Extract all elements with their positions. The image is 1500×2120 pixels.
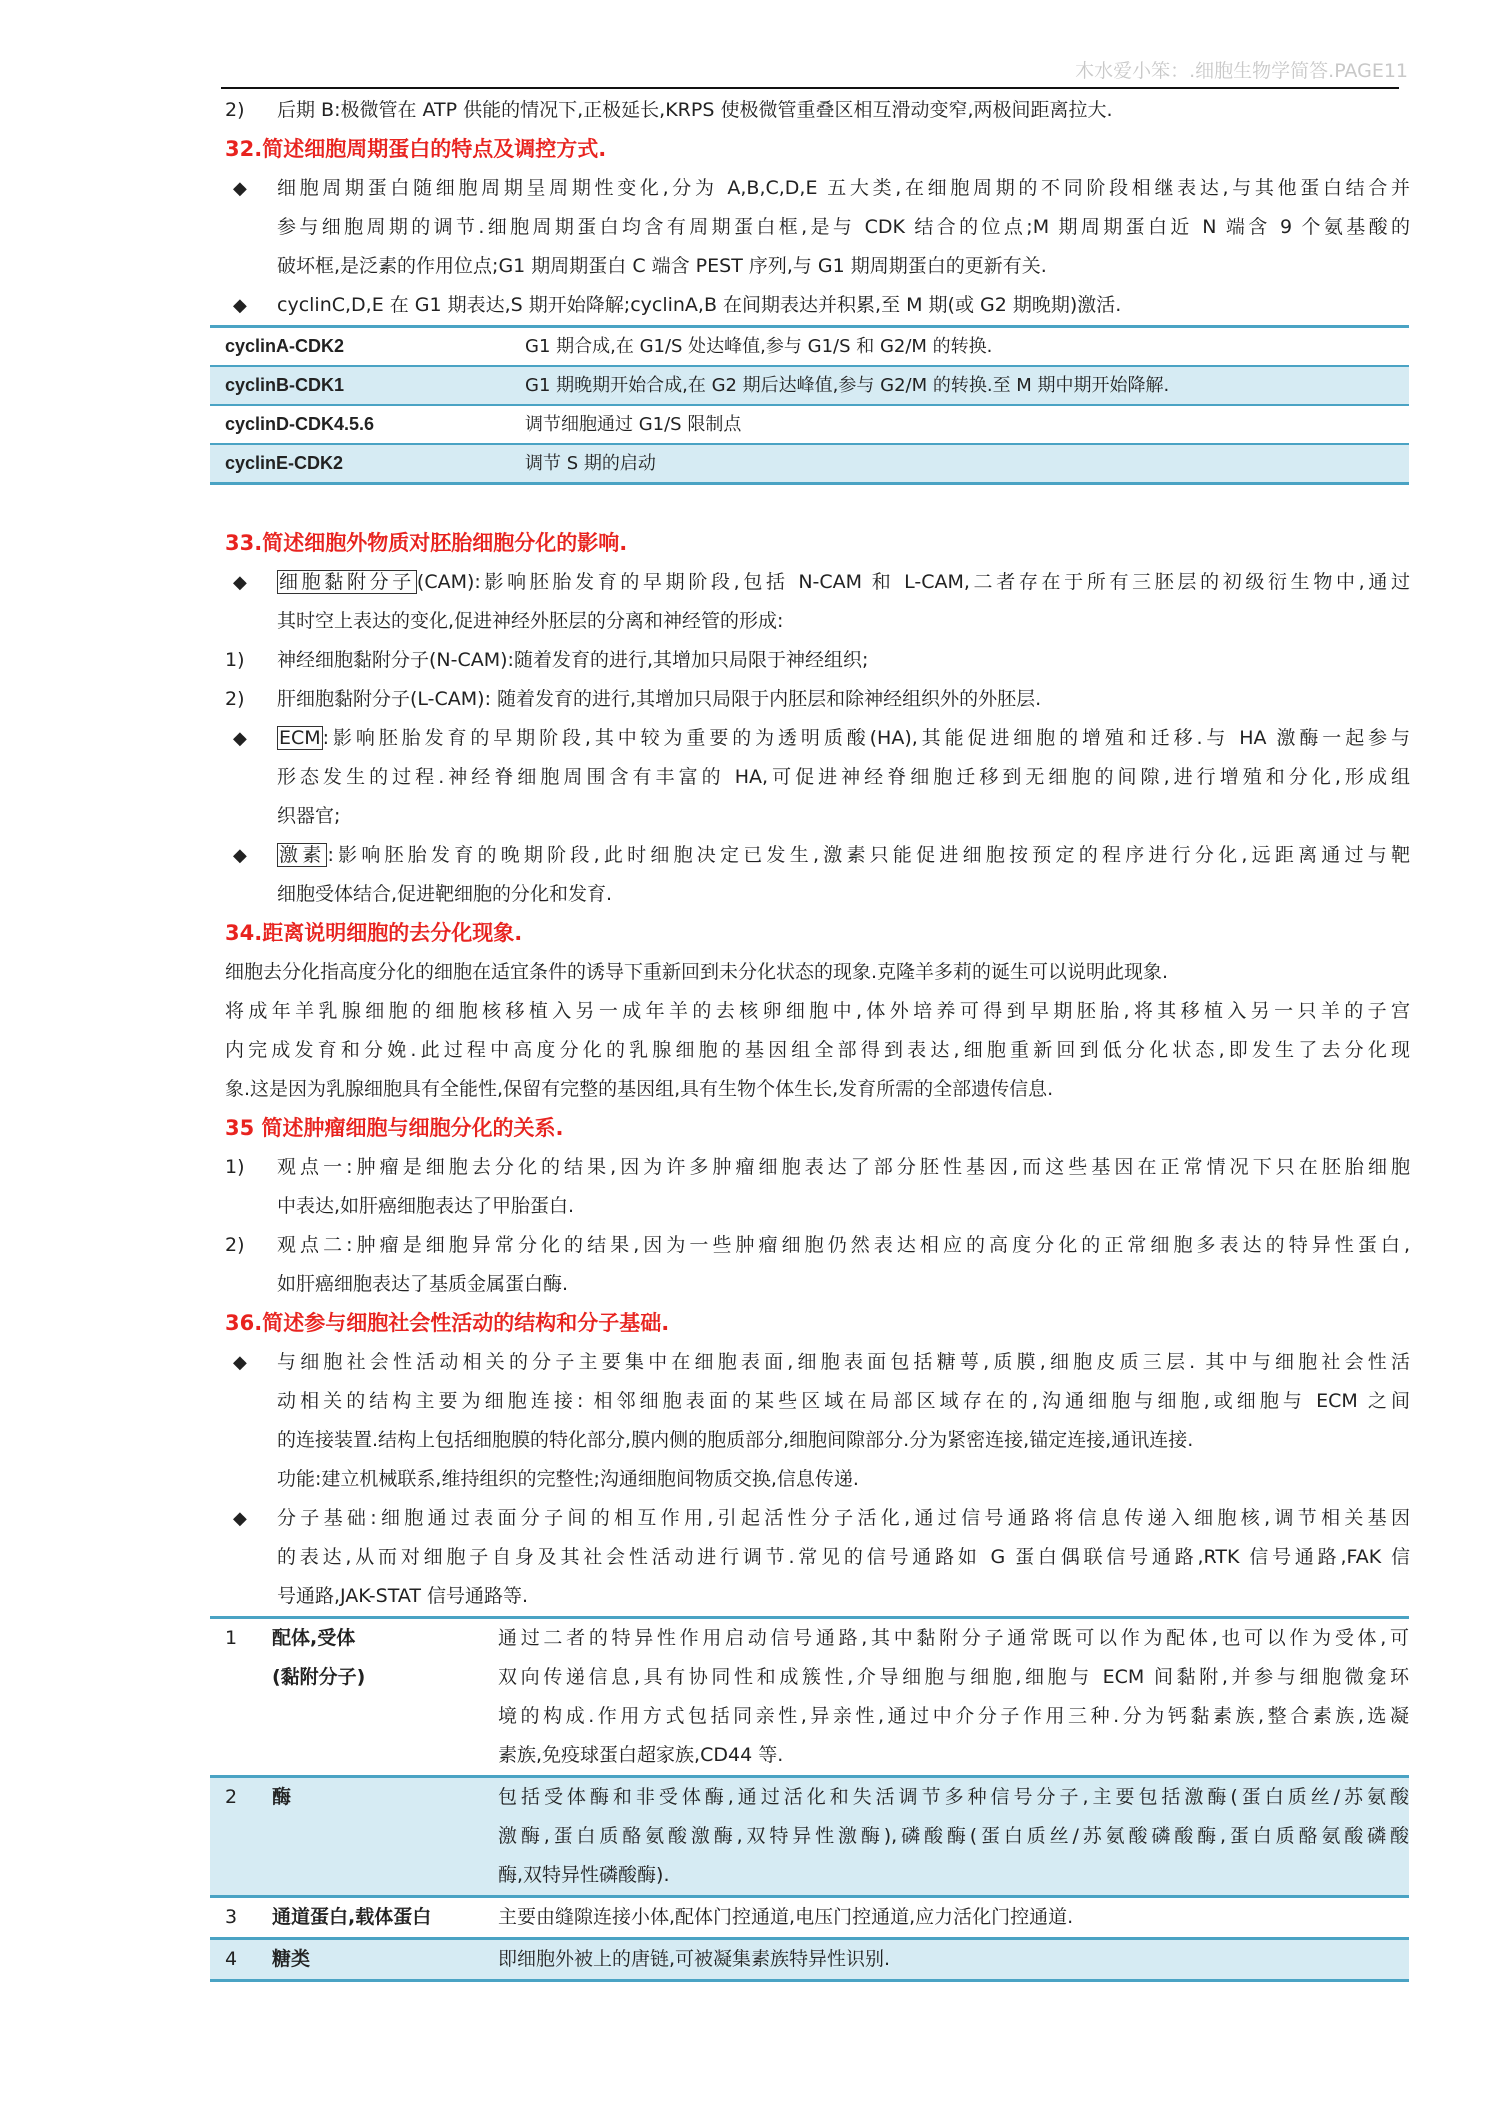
section-title-34: 34.距离说明细胞的去分化现象. [225, 921, 523, 945]
line-text: :影响胚胎发育的晚期阶段,此时细胞决定已发生,激素只能促进细胞按预定的程序进行分化,远距离通过与靶 [327, 844, 1410, 866]
table-row [210, 405, 1409, 444]
table-row [210, 1618, 1409, 1777]
line-text: 功能:建立机械联系,维持组织的完整性;沟通细胞间物质交换,信息传递. [277, 1468, 859, 1490]
line-text: 中表达,如肝癌细胞表达了甲胎蛋白. [277, 1195, 575, 1217]
bullet-line [233, 286, 1410, 325]
diamond-bullet-icon: ◆ [233, 845, 247, 866]
table-row [210, 444, 1409, 484]
table-key: 酶 [272, 1777, 498, 1897]
line-text: 细胞周期蛋白随细胞周期呈周期性变化,分为 A,B,C,D,E 五大类,在细胞周期的不同阶段相继表达,与其他蛋白结合并 [277, 177, 1410, 199]
boxed-term: 激素 [279, 844, 326, 866]
paragraph-line: 将成年羊乳腺细胞的细胞核移植入另一成年羊的去核卵细胞中,体外培养可得到早期胚胎,将其移植入另一只羊的子宫 [225, 1000, 1410, 1022]
value-line: 双向传递信息,具有协同性和成簇性,介导细胞与细胞,细胞与 ECM 间黏附,并参与细胞微龛环 [498, 1666, 1409, 1688]
page-header: 木水爱小笨：.细胞生物学简答.PAGE11 [1075, 60, 1408, 82]
section-title-35: 35 简述肿瘤细胞与细胞分化的关系. [225, 1116, 564, 1140]
document-body [225, 91, 1410, 1982]
diamond-bullet-icon: ◆ [233, 178, 247, 199]
numbered-item [225, 1226, 1410, 1265]
table-value [498, 1939, 1409, 1981]
cyclin-table [210, 325, 1409, 485]
table-key: 糖类 [272, 1939, 498, 1981]
boxed-term: 细胞黏附分子 [279, 571, 415, 593]
bullet-line [233, 1499, 1410, 1538]
table-value: 调节 S 期的启动 [525, 444, 1409, 484]
value-line: 境的构成.作用方式包括同亲性,异亲性,通过中介分子作用三种.分为钙黏素族,整合素族,选凝 [498, 1705, 1409, 1727]
line-text: 织器官; [277, 805, 341, 827]
section-title-32: 32.简述细胞周期蛋白的特点及调控方式. [225, 137, 607, 161]
bullet-line [277, 1382, 1410, 1421]
bullet-line [277, 602, 1410, 641]
line-text: 形态发生的过程.神经脊细胞周围含有丰富的 HA,可促进神经脊细胞迁移到无细胞的间隙,进行增殖和分化,形成组 [277, 766, 1410, 788]
table-value: G1 期合成,在 G1/S 处达峰值,参与 G1/S 和 G2/M 的转换. [525, 336, 993, 357]
line-text: 其时空上表达的变化,促进神经外胚层的分离和神经管的形成: [277, 610, 784, 632]
line-text: (CAM):影响胚胎发育的早期阶段,包括 N-CAM 和 L-CAM,二者存在于所有三胚层的初级衍生物中,通过 [416, 571, 1410, 593]
line-text: 分子基础:细胞通过表面分子间的相互作用,引起活性分子活化,通过信号通路将信息传递入细胞核,调节相关基因 [277, 1507, 1410, 1529]
key-line: 配体,受体 [272, 1627, 356, 1649]
item-number: 1) [225, 1156, 245, 1178]
line-text: 观点二:肿瘤是细胞异常分化的结果,因为一些肿瘤细胞仍然表达相应的高度分化的正常细胞多表达的特异性蛋白, [277, 1234, 1410, 1256]
table-value [498, 1897, 1409, 1939]
table-value [498, 1777, 1409, 1897]
numbered-item [225, 641, 1410, 680]
table-value: 调节细胞通过 G1/S 限制点 [525, 405, 1409, 444]
table-key: cyclinE-CDK2 [210, 444, 525, 484]
line-text: 的连接装置.结构上包括细胞膜的特化部分,膜内侧的胞质部分,细胞间隙部分.分为紧密连接,锚定连接,通讯连接. [277, 1429, 1194, 1451]
bullet-line [277, 875, 1410, 914]
bullet-line [277, 208, 1410, 247]
item-text: 后期 B:极微管在 ATP 供能的情况下,正极延长,KRPS 使极微管重叠区相互滑动变窄,两极间距离拉大. [277, 99, 1113, 121]
line-text: 肝细胞黏附分子(L-CAM): 随着发育的进行,其增加只局限于内胚层和除神经组织外的外胚层. [277, 688, 1042, 710]
bullet-line [233, 836, 1410, 875]
numbered-item [225, 680, 1410, 719]
bullet-line [233, 1343, 1410, 1382]
row-number: 3 [210, 1897, 272, 1939]
line-text: 如肝癌细胞表达了基质金属蛋白酶. [277, 1273, 569, 1295]
diamond-bullet-icon: ◆ [233, 728, 247, 749]
item-number: 2) [225, 99, 245, 121]
value-line: 激酶,蛋白质酪氨酸激酶,双特异性激酶),磷酸酶(蛋白质丝/苏氨酸磷酸酶,蛋白质酪氨酸磷酸 [498, 1825, 1409, 1847]
bullet-line [233, 169, 1410, 208]
bullet-line [277, 1460, 1410, 1499]
table-row [210, 1777, 1409, 1897]
table-key: cyclinB-CDK1 [210, 366, 525, 405]
table-row [210, 1939, 1409, 1981]
value-line: 主要由缝隙连接小体,配体门控通道,电压门控通道,应力活化门控通道. [498, 1906, 1074, 1928]
line-text: 神经细胞黏附分子(N-CAM):随着发育的进行,其增加只局限于神经组织; [277, 649, 869, 671]
bullet-line [277, 247, 1410, 286]
bullet-line [277, 1538, 1410, 1577]
intro-item [225, 91, 1410, 130]
table-row [210, 366, 1409, 405]
numbered-item [225, 1148, 1410, 1187]
line-text: cyclinC,D,E 在 G1 期表达,S 期开始降解;cyclinA,B 在间期表达并积累,至 M 期(或 G2 期晚期)激活. [277, 294, 1122, 316]
line-text: 破坏框,是泛素的作用位点;G1 期周期蛋白 C 端含 PEST 序列,与 G1 期周期蛋白的更新有关. [277, 255, 1047, 277]
line-text: 号通路,JAK-STAT 信号通路等. [277, 1585, 529, 1607]
row-number: 1 [225, 1627, 238, 1649]
table-row [210, 327, 1409, 367]
line-text: 细胞受体结合,促进靶细胞的分化和发育. [277, 883, 613, 905]
diamond-bullet-icon: ◆ [233, 1352, 247, 1373]
line-text: 观点一:肿瘤是细胞去分化的结果,因为许多肿瘤细胞表达了部分胚性基因,而这些基因在正常情况下只在胚胎细胞 [277, 1156, 1410, 1178]
row-number: 4 [210, 1939, 272, 1981]
diamond-bullet-icon: ◆ [233, 295, 247, 316]
table-value: G1 期晚期开始合成,在 G2 期后达峰值,参与 G2/M 的转换.至 M 期中期开始降解. [525, 366, 1409, 405]
item-number: 2) [225, 1234, 245, 1256]
diamond-bullet-icon: ◆ [233, 1508, 247, 1529]
value-line: 酶,双特异性磷酸酶). [498, 1864, 670, 1886]
value-line: 即细胞外被上的唐链,可被凝集素族特异性识别. [498, 1948, 891, 1970]
diamond-bullet-icon: ◆ [233, 572, 247, 593]
table-row [210, 1897, 1409, 1939]
table-key: cyclinA-CDK2 [225, 336, 345, 356]
value-line: 素族,免疫球蛋白超家族,CD44 等. [498, 1744, 784, 1766]
bullet-line [233, 563, 1410, 602]
section-title-33: 33.简述细胞外物质对胚胎细胞分化的影响. [225, 531, 628, 555]
boxed-term: ECM [279, 727, 321, 749]
value-line: 通过二者的特异性作用启动信号通路,其中黏附分子通常既可以作为配体,也可以作为受体,可 [498, 1627, 1409, 1649]
paragraph-line: 细胞去分化指高度分化的细胞在适宜条件的诱导下重新回到未分化状态的现象.克隆羊多莉的诞生可以说明此现象. [225, 961, 1169, 983]
bullet-line [277, 1577, 1410, 1616]
header-rule [221, 87, 1399, 89]
line-text: 动相关的结构主要为细胞连接: 相邻细胞表面的某些区域在局部区域存在的,沟通细胞与细胞,或细胞与 ECM 之间 [277, 1390, 1410, 1412]
numbered-item [277, 1187, 1410, 1226]
row-number: 2 [210, 1777, 272, 1897]
line-text: 参与细胞周期的调节.细胞周期蛋白均含有周期蛋白框,是与 CDK 结合的位点;M 期周期蛋白近 N 端含 9 个氨基酸的 [277, 216, 1410, 238]
table-value [498, 1618, 1409, 1777]
table-key: 通道蛋白,载体蛋白 [272, 1897, 498, 1939]
paragraph-line: 象.这是因为乳腺细胞具有全能性,保留有完整的基因组,具有生物个体生长,发育所需的全部遗传信息. [225, 1078, 1054, 1100]
item-number: 2) [225, 688, 245, 710]
line-text: 的表达,从而对细胞子自身及其社会性活动进行调节.常见的信号通路如 G 蛋白偶联信号通路,RTK 信号通路,FAK 信 [277, 1546, 1410, 1568]
table-key [272, 1618, 498, 1777]
item-number: 1) [225, 649, 245, 671]
line-text: 与细胞社会性活动相关的分子主要集中在细胞表面,细胞表面包括糖萼,质膜,细胞皮质三层. 其中与细胞社会性活 [277, 1351, 1410, 1373]
bullet-line [277, 797, 1410, 836]
line-text: :影响胚胎发育的早期阶段,其中较为重要的为透明质酸(HA),其能促进细胞的增殖和迁移.与 HA 激酶一起参与 [322, 727, 1410, 749]
value-line: 包括受体酶和非受体酶,通过活化和失活调节多种信号分子,主要包括激酶(蛋白质丝/苏氨酸 [498, 1786, 1409, 1808]
social-activity-table [210, 1616, 1409, 1982]
table-key: cyclinD-CDK4.5.6 [210, 405, 525, 444]
bullet-line [277, 758, 1410, 797]
section-title-36: 36.简述参与细胞社会性活动的结构和分子基础. [225, 1311, 670, 1335]
bullet-line [277, 1421, 1410, 1460]
bullet-line [233, 719, 1410, 758]
key-line: (黏附分子) [272, 1666, 366, 1688]
paragraph-line: 内完成发育和分娩.此过程中高度分化的乳腺细胞的基因组全部得到表达,细胞重新回到低分化状态,即发生了去分化现 [225, 1039, 1410, 1061]
numbered-item [277, 1265, 1410, 1304]
